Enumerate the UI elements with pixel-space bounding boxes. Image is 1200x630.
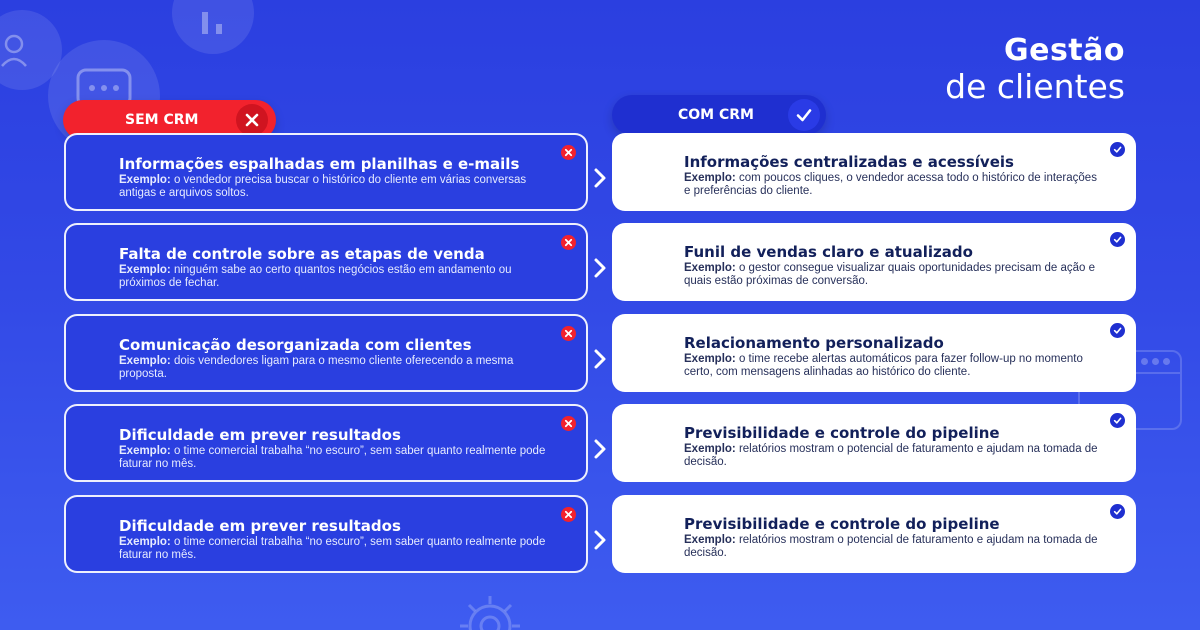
example-text: o time recebe alertas automáticos para fazer follow-up no momento certo, com mensagens alinhadas ao histórico do cliente. — [684, 353, 1083, 378]
title-line-2: de clientes — [945, 67, 1125, 106]
x-icon — [561, 235, 576, 250]
solution-example — [684, 443, 1106, 468]
solution-example — [684, 534, 1106, 559]
sem-crm-card — [64, 133, 588, 211]
sem-crm-card — [64, 404, 588, 482]
example-text: relatórios mostram o potencial de faturamento e ajudam na tomada de decisão. — [684, 443, 1098, 468]
com-crm-card — [612, 404, 1136, 482]
example-prefix: Exemplo: — [119, 536, 171, 548]
check-icon — [1110, 323, 1125, 338]
close-icon — [236, 104, 268, 136]
example-text: com poucos cliques, o vendedor acessa todo o histórico de interações e preferências do cliente. — [684, 172, 1097, 197]
chevron-right-icon — [592, 348, 608, 370]
x-icon — [561, 416, 576, 431]
example-text: ninguém sabe ao certo quantos negócios estão em andamento ou próximos de fechar. — [119, 264, 512, 289]
x-icon — [561, 507, 576, 522]
check-icon — [1110, 142, 1125, 157]
page-title — [945, 33, 1125, 106]
example-prefix: Exemplo: — [684, 172, 736, 184]
x-icon — [561, 145, 576, 160]
solution-example — [684, 353, 1106, 378]
decorative-circle — [172, 0, 254, 54]
x-icon — [561, 326, 576, 341]
example-prefix: Exemplo: — [684, 443, 736, 455]
com-crm-label: COM CRM — [678, 107, 754, 123]
check-icon — [1110, 413, 1125, 428]
title-line-1: Gestão — [1003, 33, 1125, 68]
solution-title: Previsibilidade e controle do pipeline — [684, 515, 1000, 533]
com-crm-card — [612, 495, 1136, 573]
sem-crm-card — [64, 223, 588, 301]
chevron-right-icon — [592, 438, 608, 460]
example-prefix: Exemplo: — [684, 262, 736, 274]
example-text: o gestor consegue visualizar quais oportunidades precisam de ação e quais estão próximas de conversão. — [684, 262, 1096, 287]
com-crm-card — [612, 133, 1136, 211]
solution-title: Previsibilidade e controle do pipeline — [684, 424, 1000, 442]
problem-title: Informações espalhadas em planilhas e e-mails — [119, 155, 520, 173]
solution-example — [684, 262, 1106, 287]
problem-example — [119, 355, 556, 380]
problem-example — [119, 536, 556, 561]
com-crm-card — [612, 314, 1136, 392]
com-crm-header — [612, 95, 826, 135]
solution-title: Informações centralizadas e acessíveis — [684, 153, 1014, 171]
example-prefix: Exemplo: — [119, 445, 171, 457]
example-prefix: Exemplo: — [684, 534, 736, 546]
solution-title: Funil de vendas claro e atualizado — [684, 243, 973, 261]
com-crm-card — [612, 223, 1136, 301]
check-icon — [1110, 232, 1125, 247]
sem-crm-card — [64, 314, 588, 392]
bar-chart-icon — [172, 0, 254, 54]
example-prefix: Exemplo: — [119, 355, 171, 367]
chevron-right-icon — [592, 167, 608, 189]
problem-example — [119, 264, 556, 289]
example-prefix: Exemplo: — [119, 174, 171, 186]
example-text: o time comercial trabalha “no escuro”, sem saber quanto realmente pode faturar no mês. — [119, 536, 546, 561]
problem-title: Dificuldade em prever resultados — [119, 426, 401, 444]
problem-title: Dificuldade em prever resultados — [119, 517, 401, 535]
example-prefix: Exemplo: — [119, 264, 171, 276]
sem-crm-label: SEM CRM — [125, 112, 199, 128]
gear-icon — [448, 586, 532, 630]
chevron-right-icon — [592, 257, 608, 279]
example-prefix: Exemplo: — [684, 353, 736, 365]
check-icon — [1110, 504, 1125, 519]
problem-example — [119, 174, 556, 199]
example-text: o vendedor precisa buscar o histórico do cliente em várias conversas antigas e arquivos soltos. — [119, 174, 527, 199]
example-text: relatórios mostram o potencial de faturamento e ajudam na tomada de decisão. — [684, 534, 1098, 559]
example-text: dois vendedores ligam para o mesmo cliente oferecendo a mesma proposta. — [119, 355, 514, 380]
problem-title: Falta de controle sobre as etapas de venda — [119, 245, 485, 263]
sem-crm-card — [64, 495, 588, 573]
problem-title: Comunicação desorganizada com clientes — [119, 336, 472, 354]
example-text: o time comercial trabalha “no escuro”, sem saber quanto realmente pode faturar no mês. — [119, 445, 546, 470]
solution-example — [684, 172, 1106, 197]
solution-title: Relacionamento personalizado — [684, 334, 944, 352]
chevron-right-icon — [592, 529, 608, 551]
check-icon — [788, 99, 820, 131]
problem-example — [119, 445, 556, 470]
